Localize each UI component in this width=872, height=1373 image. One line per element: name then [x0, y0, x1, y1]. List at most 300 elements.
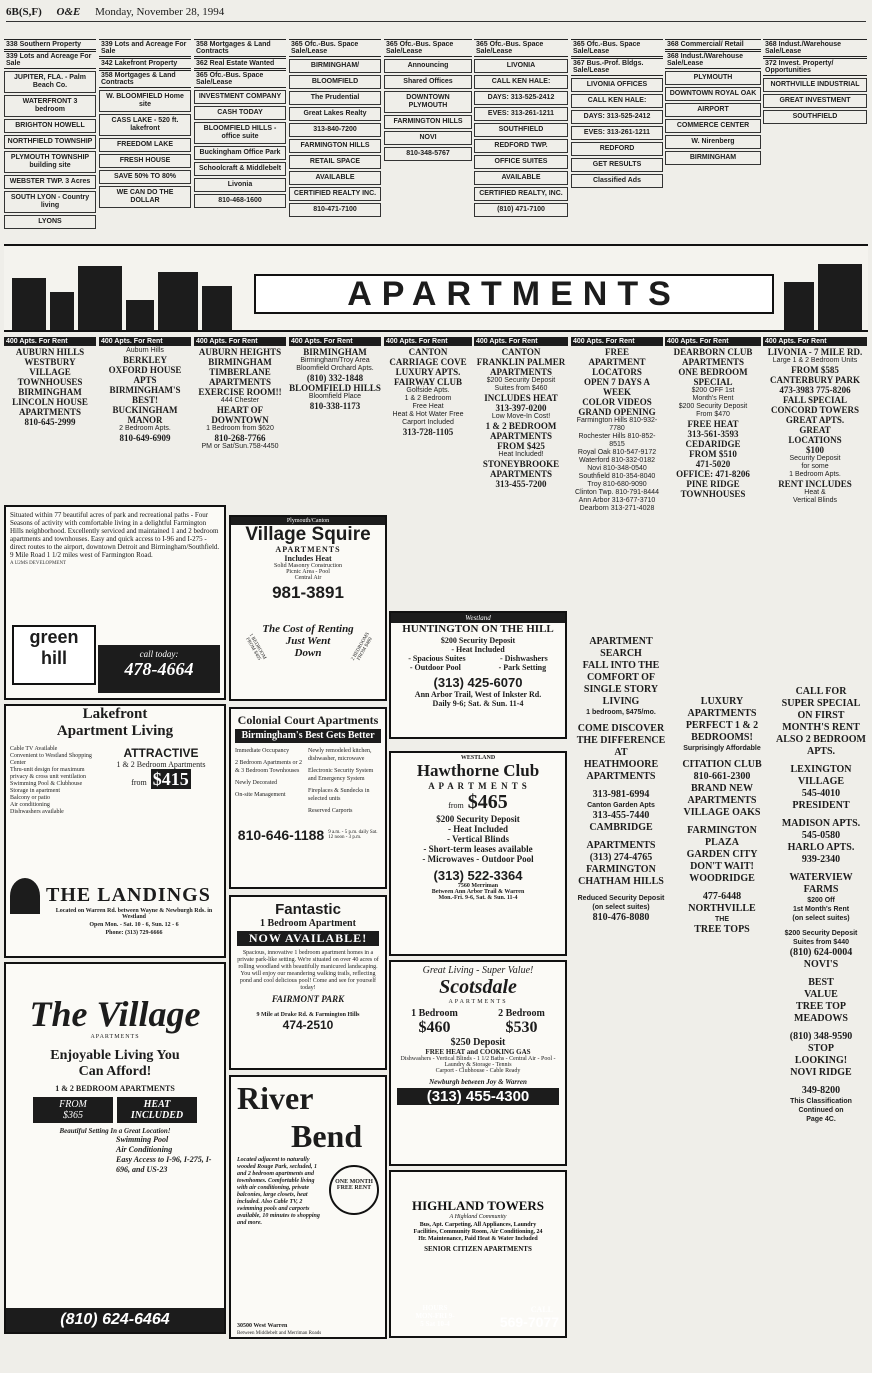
- apartment-listing-line: LOCATIONS: [788, 435, 842, 445]
- apartment-listing-line: LINCOLN HOUSE APARTMENTS: [12, 397, 88, 417]
- listing-line: BEST: [808, 977, 834, 988]
- apartment-listing-line: Heat &: [804, 489, 826, 496]
- top-column-heading: 365 Ofc.-Bus. Space Sale/Lease: [384, 39, 472, 57]
- apartment-listing-line: Bloomfield Orchard Apts.: [296, 365, 374, 372]
- top-column-listing: BLOOMFIELD HILLS - office suite: [194, 122, 286, 144]
- apartment-listing-line: 1 & 2 BEDROOM: [485, 421, 557, 431]
- listing-line: 313-455-7440: [592, 810, 650, 821]
- listing-line: LUXURY: [700, 696, 744, 707]
- fantastic-fairmont-ad: Fantastic 1 Bedroom Apartment NOW AVAILABLE! Spacious, innovative 1 bedroom apartment homes in a private park-like setting. We're situated on over 40 acres of rolling woodland with beautifully manicured landscaping. You will enjoy our meandering walking trails, reflecting pond and cool delicious pool! Come and see for yourself today! FAIRMONT PARK 9 Mile at Drake Rd. & Farmington Hills 474-2510: [229, 895, 387, 1070]
- colonial-feature: Fireplaces & Sundecks in selected units: [308, 788, 370, 802]
- listing-line: 939-2340: [801, 854, 841, 865]
- colonial-feature: Newly remodeled kitchen, dishwasher, microwave: [308, 748, 372, 762]
- listing-line: COME DISCOVER: [577, 723, 665, 734]
- huntington-name: HUNTINGTON ON THE HILL: [402, 623, 554, 635]
- apartment-listing-line: (810) 332-1848: [306, 373, 364, 383]
- top-column-listing: JUPITER, FLA. - Palm Beach Co.: [4, 71, 96, 93]
- colonial-feature: Electronic Security System and Emergency System: [308, 768, 374, 782]
- green-hill-ad: [4, 505, 226, 700]
- lakefront-feature-list: [10, 746, 102, 816]
- lakefront-feature: Convenient to Westland Shopping Center: [10, 753, 92, 766]
- top-column-listing: AIRPORT: [665, 103, 761, 117]
- listing-line: 1 bedroom, $475/mo.: [586, 709, 656, 716]
- apartment-listing-line: PM or Sat/Sun.758-4450: [201, 443, 279, 450]
- village-features: [116, 1135, 224, 1175]
- lakefront-title: Lakefront: [82, 706, 148, 722]
- apartment-column-heading: 400 Apts. For Rent: [474, 337, 568, 346]
- green-hill-phone-box: call today: 478-4664: [98, 645, 220, 693]
- apartment-listing-line: TIMBERLANE: [209, 367, 271, 377]
- apartment-listing-line: ONE BEDROOM SPECIAL: [678, 367, 748, 387]
- apartment-listing-line: 313-561-3593: [687, 429, 739, 439]
- apartment-listing-line: 444 Chester: [220, 397, 260, 404]
- apartment-listing-line: 1 Bedroom from $620: [206, 425, 274, 432]
- apartment-listing-line: 810-268-7766: [214, 433, 266, 443]
- top-column-listing: WE CAN DO THE DOLLAR: [99, 186, 191, 208]
- apartment-listing-line: Free Heat: [412, 403, 444, 410]
- top-column-heading: 368 Indust./Warehouse Sale/Lease: [665, 51, 761, 69]
- apartment-listing-line: BIRMINGHAM'S BEST!: [109, 385, 181, 405]
- top-column-listing: CALL KEN HALE:: [571, 94, 663, 108]
- apartment-listing-line: MANOR: [127, 415, 163, 425]
- issue-date: Monday, November 28, 1994: [95, 6, 225, 18]
- apartment-listing-line: From $470: [696, 411, 730, 418]
- top-column-3: [194, 38, 286, 210]
- apartment-listing-line: LOCATORS: [592, 367, 642, 377]
- top-column-listing: FRESH HOUSE: [99, 154, 191, 168]
- apartment-column-7-lower: [573, 630, 669, 924]
- apartment-listing-line: Carport Included: [402, 419, 454, 426]
- scotsdale-ad: Great Living - Super Value! Scotsdale APARTMENTS 1 Bedroom $460 2 Bedroom $530 $250 Deposit FREE HEAT and COOKING GAS Dishwashers - Vertical Blinds - 1 1/2 Baths - Central Air - Pool - Laundry & Storage - Tennis Carport - Clubhouse - Cable Ready Newburgh between Joy & Warren (313) 455-4300: [389, 960, 567, 1166]
- listing-line: Canton Garden Apts: [587, 802, 655, 809]
- apartment-listing-line: Royal Oak 810-547-9172: [577, 449, 657, 456]
- apartment-listing-line: EXERCISE ROOM!!: [198, 387, 282, 397]
- top-column-heading: 339 Lots and Acreage For Sale: [99, 39, 191, 57]
- top-column-listing: NORTHVILLE INDUSTRIAL: [763, 78, 867, 92]
- listing-line: SUPER SPECIAL: [781, 698, 861, 709]
- listing-line: Page 4C.: [806, 1116, 836, 1123]
- hawthorne-phone: (313) 522-3364: [433, 868, 523, 883]
- listing-line: 545-0580: [801, 830, 841, 841]
- apartment-listing-line: Farmington Hills 810-932-7780: [576, 417, 658, 432]
- apartment-listing-line: BLOOMFIELD HILLS: [289, 383, 381, 393]
- top-column-listing: BRIGHTON HOWELL: [4, 119, 96, 133]
- apartment-listing-line: Security Deposit: [789, 455, 841, 462]
- top-column-heading: 365 Ofc.-Bus. Space Sale/Lease: [474, 39, 568, 57]
- listing-line: Suites from $440: [792, 939, 850, 946]
- scotsdale-1br-price: $460: [418, 1019, 451, 1036]
- river-bend-logo: Bend: [291, 1118, 363, 1154]
- top-column-7: [571, 38, 663, 190]
- lakefront-feature: Cable TV Available: [10, 746, 58, 752]
- top-column-listing: DOWNTOWN ROYAL OAK: [665, 87, 761, 101]
- apartment-listing-line: FROM $510: [689, 449, 737, 459]
- top-column-listing: DOWNTOWN PLYMOUTH: [384, 91, 472, 113]
- listing-line: SEARCH: [600, 648, 642, 659]
- listing-line: FALL INTO THE COMFORT OF SINGLE STORY LIVING: [582, 660, 660, 707]
- apartment-column-5: [384, 336, 472, 606]
- apartment-listing-line: APARTMENTS: [489, 469, 553, 479]
- top-column-listing: SOUTHFIELD: [474, 123, 568, 137]
- lakefront-feature: Air conditioning: [10, 802, 50, 808]
- apartment-listing-line: $100: [806, 445, 824, 455]
- listing-line: Surprisingly Affordable: [683, 745, 761, 752]
- apartment-listing-line: Dearborn 313-271-4028: [579, 505, 655, 512]
- colonial-court-ad: Colonial Court Apartments Birmingham's Best Gets Better Immediate Occupancy 2 Bedroom Apartments or 2 & 3 Bedroom Townhouses Newly Decorated On-site Management Newly remodeled kitchen, dishwasher, microwave Electronic Security System and Emergency System Fireplaces & Sundecks in selected units Reserved Carports 810-646-1188 9 a.m. - 5 p.m. daily Sat. 12 noon - 3 p.m.: [229, 707, 387, 889]
- top-column-listing: INVESTMENT COMPANY: [194, 90, 286, 104]
- apartment-column-1: [4, 336, 96, 496]
- apartment-listing-line: Month's Rent: [692, 395, 734, 402]
- village-squire-phone: 981-3891: [272, 583, 344, 602]
- apartment-listing-line: BIRMINGHAM: [208, 357, 272, 367]
- bird-illustration: [10, 878, 40, 914]
- top-column-listing: DAYS: 313-525-2412: [474, 91, 568, 105]
- apartment-listing-line: CEDARIDGE: [685, 439, 741, 449]
- apartment-listing-line: AUBURN HEIGHTS: [198, 347, 282, 357]
- top-column-listing: WEBSTER TWP. 3 Acres: [4, 175, 96, 189]
- highland-name: HIGHLAND TOWERS: [411, 1198, 545, 1213]
- top-column-heading: 338 Southern Property: [4, 39, 96, 50]
- top-column-heading: 367 Bus.-Prof. Bldgs. Sale/Lease: [571, 58, 663, 76]
- apartment-column-heading: 400 Apts. For Rent: [571, 337, 663, 346]
- apartment-listing-line: FROM $585: [791, 365, 839, 375]
- listing-line: CITATION CLUB: [682, 759, 762, 770]
- apartment-listing-line: 313-728-1105: [402, 427, 454, 437]
- apartment-listing-line: FAIRWAY CLUB: [393, 377, 463, 387]
- highland-towers-ad: HIGHLAND TOWERS A Highland Community Bus, Apt. Carpeting, All Appliances, Laundry Facilities, Community Room, Air Conditioning, 24 Hr. Maintenance, Paid Heat & Water Included SENIOR CITIZEN APARTMENTS HOURS MON-FRI 9-5 Sat 10-4 CALL 569-7077: [389, 1170, 567, 1338]
- apartments-banner: [4, 244, 868, 332]
- top-column-listing: COMMERCE CENTER: [665, 119, 761, 133]
- top-column-listing: CERTIFIED REALTY, INC.: [474, 187, 568, 201]
- listing-line: NOVI RIDGE: [790, 1067, 852, 1078]
- top-column-listing: LIVONIA: [474, 59, 568, 73]
- top-column-listing: LIVONIA OFFICES: [571, 78, 663, 92]
- colonial-features-left: [235, 747, 308, 819]
- top-column-listing: Buckingham Office Park: [194, 146, 286, 160]
- top-column-listing: Announcing: [384, 59, 472, 73]
- apartment-listing-line: OFFICE: 471-8206: [676, 469, 750, 479]
- apartment-column-4: [289, 336, 381, 496]
- apartment-column-7: [571, 336, 663, 626]
- apartment-column-2: [99, 336, 191, 496]
- apartment-listing-line: BERKLEY: [122, 355, 167, 365]
- apartment-listing-line: BIRMINGHAM: [18, 387, 82, 397]
- listing-line: FARMINGTON: [586, 864, 656, 875]
- apartment-listing-line: APARTMENTS: [208, 377, 272, 387]
- listing-line: 810-661-2300: [693, 771, 751, 782]
- top-column-listing: PLYMOUTH: [665, 71, 761, 85]
- apartment-column-heading: 400 Apts. For Rent: [289, 337, 381, 346]
- top-column-listing: EVES: 313-261-1211: [474, 107, 568, 121]
- apartment-listing-line: FALL SPECIAL: [782, 395, 848, 405]
- apartment-listing-line: Clinton Twp. 810-791-8444: [575, 489, 659, 496]
- apartment-listing-line: Golfside Apts.: [406, 387, 450, 394]
- top-column-heading: 365 Ofc.-Bus. Space Sale/Lease: [194, 70, 286, 88]
- village-feature: Easy Access to I-96, I-275, I-696, and US-23: [116, 1155, 212, 1174]
- apartment-listing-line: APARTMENTS: [681, 357, 745, 367]
- apartment-listing-line: Rochester Hills 810-852-8515: [578, 433, 656, 448]
- colonial-features-right: [308, 747, 381, 819]
- top-column-heading: 362 Real Estate Wanted: [194, 58, 286, 69]
- lakefront-feature: Thru-unit design for maximum privacy & cross unit ventilation: [10, 767, 86, 780]
- apartment-listing-line: DEARBORN CLUB: [673, 347, 753, 357]
- landings-logo: THE LANDINGS: [46, 884, 211, 906]
- top-column-listing: PLYMOUTH TOWNSHIP building site: [4, 151, 96, 173]
- top-column-listing: FARMINGTON HILLS: [289, 139, 381, 153]
- apartment-listing-line: OXFORD HOUSE APTS: [108, 365, 182, 385]
- top-column-listing: NORTHFIELD TOWNSHIP: [4, 135, 96, 149]
- village-phone: (810) 624-6464: [6, 1308, 224, 1332]
- colonial-feature: 2 Bedroom Apartments or 2 & 3 Bedroom Townhouses: [235, 760, 302, 774]
- hawthorne-name: Hawthorne Club: [416, 761, 540, 780]
- top-column-listing: WATERFRONT 3 bedroom: [4, 95, 96, 117]
- village-feature: Swimming Pool: [116, 1135, 169, 1144]
- top-column-listing: DAYS: 313-525-2412: [571, 110, 663, 124]
- top-column-heading: 365 Ofc.-Bus. Space Sale/Lease: [289, 39, 381, 57]
- listing-line: BRAND NEW APARTMENTS: [687, 783, 757, 806]
- listing-line: (on select suites): [792, 915, 850, 922]
- top-column-9: [763, 38, 867, 126]
- top-column-listing: RETAIL SPACE: [289, 155, 381, 169]
- listing-line: TREE TOP: [796, 1001, 846, 1012]
- apartment-listing-line: Suites from $460: [494, 385, 548, 392]
- apartment-column-3: [194, 336, 286, 496]
- apartment-listing-line: Southfield 810-354-8040: [578, 473, 656, 480]
- lakefront-feature: Storage in apartment: [10, 788, 60, 794]
- top-column-heading: 365 Ofc.-Bus. Space Sale/Lease: [571, 39, 663, 57]
- fantastic-phone: 474-2510: [282, 1018, 334, 1032]
- apartment-column-heading: 400 Apts. For Rent: [763, 337, 867, 346]
- apartment-listing-line: 313-397-0200: [495, 403, 547, 413]
- top-column-listing: FREEDOM LAKE: [99, 138, 191, 152]
- hawthorne-club-ad: WESTLAND Hawthorne Club A P A R T M E N T S from $465 $200 Security Deposit - Heat Included - Vertical Blinds - Short-term leases available - Microwaves - Outdoor Pool (313) 522-3364 7560 Merriman Between Ann Arbor Trail & Warren Mon.-Fri. 9-6, Sat. & Sun. 11-4: [389, 751, 567, 956]
- top-column-listing: NOVI: [384, 131, 472, 145]
- apartment-listing-line: CONCORD TOWERS: [771, 405, 859, 415]
- top-column-heading: 342 Lakefront Property: [99, 58, 191, 69]
- listing-line: 477-6448: [702, 891, 742, 902]
- top-column-5: [384, 38, 472, 163]
- banner-title: APARTMENTS: [254, 274, 774, 314]
- apartment-listing-line: Heat & Hot Water Free: [392, 411, 464, 418]
- listing-line: WOODRIDGE: [689, 873, 755, 884]
- top-column-8: [665, 38, 761, 167]
- top-column-listing: Shared Offices: [384, 75, 472, 89]
- apartment-listing-line: CANTERBURY PARK: [770, 375, 860, 385]
- listing-line: PRESIDENT: [792, 800, 850, 811]
- listing-line: 545-4010: [801, 788, 841, 799]
- top-column-listing: W. Nirenberg: [665, 135, 761, 149]
- top-column-heading: 358 Mortgages & Land Contracts: [99, 70, 191, 88]
- fairmont-logo: FAIRMONT PARK: [271, 994, 345, 1004]
- apartment-listing-line: FRANKLIN PALMER: [476, 357, 566, 367]
- listing-line: STOP: [808, 1043, 834, 1054]
- apartment-listing-line: CANTON: [408, 347, 448, 357]
- listing-line: NOVI'S: [803, 959, 839, 970]
- top-column-listing: Classified Ads: [571, 174, 663, 188]
- listing-line: Continued on: [798, 1107, 844, 1114]
- lakefront-feature: Dishwashers available: [10, 809, 64, 815]
- top-column-listing: 313-840-7200: [289, 123, 381, 137]
- top-column-listing: GET RESULTS: [571, 158, 663, 172]
- listing-line: THE DIFFERENCE AT: [576, 735, 666, 758]
- top-column-listing: (810) 471-7100: [474, 203, 568, 217]
- apartment-listing-line: $200 OFF 1st: [691, 387, 735, 394]
- apartment-listing-line: Large 1 & 2 Bedroom Units: [772, 357, 858, 364]
- listing-line: GARDEN CITY: [686, 849, 758, 860]
- page-header: [6, 4, 866, 22]
- top-column-listing: CALL KEN HALE:: [474, 75, 568, 89]
- village-feature: Air Conditioning: [116, 1145, 173, 1154]
- top-column-listing: REDFORD TWP.: [474, 139, 568, 153]
- apartment-column-heading: 400 Apts. For Rent: [665, 337, 761, 346]
- apartment-listing-line: FREE HEAT: [687, 419, 739, 429]
- top-column-listing: FARMINGTON HILLS: [384, 115, 472, 129]
- lakefront-landings-ad: Lakefront Apartment Living ATTRACTIVE 1 & 2 Bedroom Apartments from $415 Cable TV Available Convenient to Westland Shopping Center Thru-unit design for maximum privacy & cross unit ventilation Swimming Pool & Clubhouse Storage in apartment Balcony or patio Air conditioning Dishwashers available THE LANDINGS Located on Warren Rd. between Wayne & Newburgh Rds. in Westland Open Mon. - Sat. 10 - 6, Sun. 12 - 6 Phone: (313) 729-6666: [4, 704, 226, 958]
- apartment-listing-line: Waterford 810-332-0182: [578, 457, 655, 464]
- listing-line: (810) 348-9590: [789, 1031, 853, 1042]
- top-column-heading: 372 Invest. Property/ Opportunities: [763, 58, 867, 76]
- apartment-listing-line: GRAND OPENING: [578, 407, 656, 417]
- top-column-listing: W. BLOOMFIELD Home site: [99, 90, 191, 112]
- apartment-listing-line: AUBURN HILLS: [15, 347, 85, 357]
- listing-line: ON FIRST MONTH'S RENT: [782, 710, 860, 733]
- top-column-listing: EVES: 313-261-1211: [571, 126, 663, 140]
- listing-line: APARTMENT: [589, 636, 653, 647]
- apartment-listing-line: STONEYBROOKE: [482, 459, 560, 469]
- listing-line: VILLAGE: [797, 776, 845, 787]
- apartment-column-9: [763, 336, 867, 676]
- apartment-listing-line: APARTMENTS: [489, 431, 553, 441]
- top-column-listing: The Prudential: [289, 91, 381, 105]
- listing-line: (on select suites): [592, 904, 650, 911]
- apartment-listing-line: Novi 810-348-0540: [587, 465, 647, 472]
- apartment-listing-line: APARTMENTS: [489, 367, 553, 377]
- apartment-listing-line: $200 Security Deposit: [678, 403, 748, 410]
- apartment-listing-line: FREE: [604, 347, 629, 357]
- apartment-column-8: [665, 336, 761, 686]
- apartment-listing-line: CANTON: [501, 347, 541, 357]
- apartment-listing-line: CARRIAGE COVE: [389, 357, 467, 367]
- apartment-listing-line: COLOR VIDEOS: [582, 397, 652, 407]
- apartment-listing-line: 810-338-1173: [309, 401, 361, 411]
- huntington-ad: Westland HUNTINGTON ON THE HILL $200 Security Deposit - Heat Included - Spacious Suites - Dishwashers - Outdoor Pool - Park Setting (313) 425-6070 Ann Arbor Trail, West of Inkster Rd. Daily 9-6; Sat. & Sun. 11-4: [389, 611, 567, 739]
- listing-line: 1st Month's Rent: [792, 906, 850, 913]
- apartment-listing-line: 1 & 2 Bedroom: [404, 395, 452, 402]
- top-column-listing: SOUTH LYON - Country living: [4, 191, 96, 213]
- colonial-feature: On-site Management: [235, 792, 286, 798]
- apartment-column-heading: 400 Apts. For Rent: [194, 337, 286, 346]
- listing-line: PERFECT 1 & 2 BEDROOMS!: [685, 720, 759, 743]
- paper-name: O&E: [56, 6, 81, 18]
- apartment-column-6: [474, 336, 568, 606]
- listing-line: APARTMENTS: [586, 771, 656, 782]
- apartment-listing-line: 1 Bedroom Apts.: [789, 471, 841, 478]
- listing-line: NORTHVILLE: [688, 903, 756, 914]
- scotsdale-2br-price: $530: [505, 1019, 538, 1036]
- colonial-feature: Immediate Occupancy: [235, 748, 290, 754]
- apartment-listing-line: GREAT: [799, 425, 831, 435]
- apartment-column-heading: 400 Apts. For Rent: [4, 337, 96, 346]
- apartment-listing-line: 810-645-2999: [24, 417, 76, 427]
- apartment-listing-line: Vertical Blinds: [793, 497, 837, 504]
- apartment-listing-line: FROM $425: [497, 441, 545, 451]
- apartment-listing-line: $200 Security Deposit: [486, 377, 556, 384]
- listing-line: $200 Security Deposit: [784, 930, 858, 937]
- apartment-listing-line: VILLAGE: [29, 367, 71, 377]
- hawthorne-price: $465: [467, 791, 508, 813]
- lakefront-price: $415: [152, 769, 189, 789]
- top-column-listing: LYONS: [4, 215, 96, 229]
- colonial-feature: Reserved Carports: [308, 808, 353, 814]
- green-hill-developer: A U2MS DEVELOPMENT: [10, 561, 67, 566]
- top-column-listing: Great Lakes Realty: [289, 107, 381, 121]
- top-column-listing: REDFORD: [571, 142, 663, 156]
- top-column-listing: Schoolcraft & Middlebelt: [194, 162, 286, 176]
- apartment-listing-line: TOWNHOUSES: [17, 377, 83, 387]
- top-column-listing: BIRMINGHAM: [665, 151, 761, 165]
- apartment-listing-line: Troy 810-680-9090: [587, 481, 647, 488]
- apartment-listing-line: LIVONIA - 7 MILE RD.: [767, 347, 863, 357]
- landings-phone: Phone: (313) 729-6666: [105, 930, 163, 936]
- lakefront-feature: Swimming Pool & Clubhouse: [10, 781, 83, 787]
- apartment-listing-line: Bloomfield Place: [308, 393, 362, 400]
- top-column-listing: 810-471-7100: [289, 203, 381, 217]
- listing-line: LEXINGTON: [790, 764, 852, 775]
- top-column-listing: SOUTHFIELD: [763, 110, 867, 124]
- listing-line: 810-476-8080: [592, 912, 650, 923]
- listing-line: $200 Off: [807, 897, 835, 904]
- apartment-listing-line: Low Move-In Cost!: [491, 413, 551, 420]
- green-hill-phone: 478-4664: [124, 659, 194, 679]
- apartment-listing-line: Auburn Hills: [126, 347, 164, 354]
- apartment-listing-line: BUCKINGHAM: [112, 405, 178, 415]
- listing-line: (810) 624-0004: [789, 947, 853, 958]
- listing-line: APARTMENTS: [687, 708, 757, 719]
- apartment-listing-line: RENT INCLUDES: [778, 479, 852, 489]
- apartment-listing-line: Heat Included!: [498, 451, 544, 458]
- listing-line: CAMBRIDGE: [589, 822, 653, 833]
- apartment-listing-line: 313-455-7200: [495, 479, 547, 489]
- apartment-listing-line: Birmingham/Troy Area: [300, 357, 370, 364]
- apartment-listing-line: BIRMINGHAM: [303, 347, 367, 357]
- top-column-listing: AVAILABLE: [474, 171, 568, 185]
- apartment-listing-line: LUXURY APTS.: [395, 367, 461, 377]
- top-column-listing: BIRMINGHAM/: [289, 59, 381, 73]
- apartment-listing-line: 810-649-6909: [119, 433, 171, 443]
- listing-line: DON'T WAIT!: [690, 861, 754, 872]
- apartment-listing-line: 473-3983 775-8206: [779, 385, 851, 395]
- listing-line: LOOKING!: [794, 1055, 848, 1066]
- top-column-6: [474, 38, 568, 219]
- free-rent-starburst: ONE MONTH FREE RENT: [329, 1165, 379, 1215]
- top-column-heading: 368 Indust./Warehouse Sale/Lease: [763, 39, 867, 57]
- apartment-listing-line: 2 Bedroom Apts.: [119, 425, 171, 432]
- listing-line: HEATHMOORE: [583, 759, 659, 770]
- apartment-listing-line: PINE RIDGE: [686, 479, 740, 489]
- listing-line: MEADOWS: [794, 1013, 848, 1024]
- top-column-2: [99, 38, 191, 210]
- apartment-listing-line: 471-5020: [695, 459, 731, 469]
- listing-line: HARLO APTS.: [787, 842, 855, 853]
- listing-line: 313-981-6994: [592, 789, 650, 800]
- top-column-1: [4, 38, 96, 231]
- highland-phone: 569-7077: [499, 1314, 559, 1330]
- listing-line: THE: [715, 916, 729, 923]
- top-column-listing: 810-348-5767: [384, 147, 472, 161]
- apartment-column-heading: 400 Apts. For Rent: [384, 337, 472, 346]
- apartment-listing-line: GREAT APTS.: [785, 415, 845, 425]
- apartment-listing-line: TOWNHOUSES: [680, 489, 746, 499]
